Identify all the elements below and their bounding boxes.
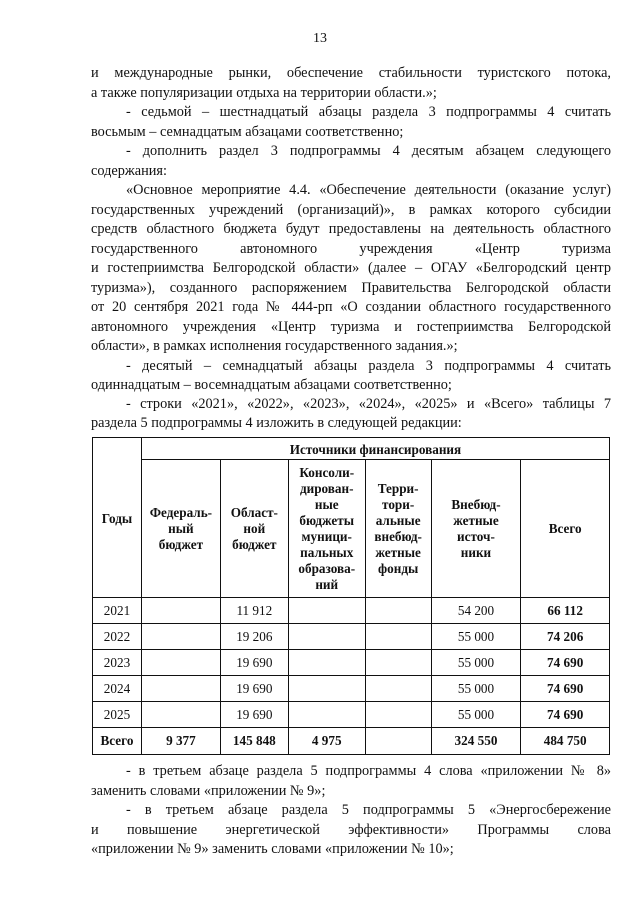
word: энергетической — [225, 822, 320, 838]
paragraph-line: - в третьем абзаце раздела 5 подпрограммы 4 слова «приложении № 8» — [126, 763, 611, 779]
cell-territorial — [365, 650, 431, 676]
cell-total: 74 690 — [521, 650, 610, 676]
paragraph-line: и гостеприимства Белгородской области» (далее – ОГАУ «Белгородский центр — [91, 260, 611, 276]
cell-consolidated: 4 975 — [288, 728, 365, 755]
table-total-row — [93, 728, 610, 755]
word: слова — [577, 822, 611, 838]
cell-territorial — [365, 702, 431, 728]
cell-regional: 19 690 — [220, 702, 288, 728]
word: государственного — [91, 241, 198, 257]
paragraph-line: - седьмой – шестнадцатый абзацы раздела 3 подпрограммы 4 считать — [126, 104, 611, 120]
paragraph-line: государственных учреждений (организаций)», в рамках которого субсидии — [91, 202, 611, 218]
cell-consolidated — [288, 650, 365, 676]
paragraph-line — [91, 821, 611, 841]
paragraph-line: от 20 сентября 2021 года № 444-рп «О создании областного государственного — [91, 299, 611, 315]
cell-year: 2024 — [93, 676, 142, 702]
cell-total: 74 206 — [521, 624, 610, 650]
cell-extrabudget: 54 200 — [431, 598, 521, 624]
cell-regional: 19 206 — [220, 624, 288, 650]
paragraph-line: одиннадцатым – восемнадцатым абзацами соответственно; — [91, 377, 452, 393]
page-number: 13 — [313, 31, 327, 46]
cell-territorial — [365, 624, 431, 650]
cell-regional: 11 912 — [220, 598, 288, 624]
paragraph-line: - в третьем абзаце раздела 5 подпрограммы 5 «Энергосбережение — [126, 802, 611, 818]
cell-year: 2022 — [93, 624, 142, 650]
paragraph-line: а также популяризации отдыха на территории области.»; — [91, 85, 437, 101]
paragraph-line: «приложении № 9» заменить словами «приложении № 10»; — [91, 841, 454, 857]
paragraph-line: туризма»), созданного распоряжением Правительства Белгородской области — [91, 280, 611, 296]
cell-year: 2023 — [93, 650, 142, 676]
table-row — [93, 624, 610, 650]
cell-regional: 19 690 — [220, 650, 288, 676]
paragraph-line: и международные рынки, обеспечение стабильности туристского потока, — [91, 65, 611, 81]
paragraph-line: - десятый – семнадцатый абзацы раздела 3 подпрограммы 4 считать — [126, 358, 611, 374]
cell-federal — [141, 624, 220, 650]
word: «Центр — [474, 241, 520, 257]
cell-federal: 9 377 — [141, 728, 220, 755]
word: учреждения — [359, 241, 433, 257]
paragraph-line: содержания: — [91, 163, 167, 179]
group-header-sources: Источники финансирования — [141, 438, 609, 460]
word: туризма — [562, 241, 611, 257]
col-header-federal: Федераль- ный бюджет — [141, 460, 220, 598]
col-header-regional: Област- ной бюджет — [220, 460, 288, 598]
word: Программы — [477, 822, 550, 838]
cell-territorial — [365, 598, 431, 624]
cell-federal — [141, 676, 220, 702]
word: автономного — [240, 241, 318, 257]
table-row — [93, 702, 610, 728]
cell-extrabudget: 55 000 — [431, 676, 521, 702]
paragraph-line: заменить словами «приложении № 9»; — [91, 783, 326, 799]
cell-year: 2021 — [93, 598, 142, 624]
paragraph-line: - дополнить раздел 3 подпрограммы 4 десятым абзацем следующего — [126, 143, 611, 159]
table-row — [93, 598, 610, 624]
cell-federal — [141, 702, 220, 728]
cell-territorial — [365, 728, 431, 755]
cell-total: 66 112 — [521, 598, 610, 624]
paragraph-line — [91, 240, 611, 260]
cell-regional: 145 848 — [220, 728, 288, 755]
cell-year: 2025 — [93, 702, 142, 728]
word: эффективности» — [348, 822, 450, 838]
col-header-extrabudget: Внебюд- жетные источ- ники — [431, 460, 521, 598]
paragraph-line: раздела 5 подпрограммы 4 изложить в следующей редакции: — [91, 415, 462, 431]
paragraph-line: «Основное мероприятие 4.4. «Обеспечение деятельности (оказание услуг) — [126, 182, 611, 198]
cell-total: 74 690 — [521, 676, 610, 702]
cell-extrabudget: 55 000 — [431, 650, 521, 676]
cell-consolidated — [288, 624, 365, 650]
col-header-consolidated: Консоли- дирован- ные бюджеты муници- пальных образова- ний — [288, 460, 365, 598]
word: и — [91, 822, 99, 838]
paragraph-line: автономного учреждения «Центр туризма и гостеприимства Белгородской — [91, 319, 611, 335]
cell-federal — [141, 650, 220, 676]
cell-year: Всего — [93, 728, 142, 755]
cell-total: 484 750 — [521, 728, 610, 755]
col-header-total: Всего — [521, 460, 610, 598]
paragraph-line: области», в рамках исполнения государственного задания.»; — [91, 338, 458, 354]
paragraph-line: - строки «2021», «2022», «2023», «2024», «2025» и «Всего» таблицы 7 — [126, 396, 611, 412]
cell-federal — [141, 598, 220, 624]
cell-consolidated — [288, 676, 365, 702]
cell-territorial — [365, 676, 431, 702]
financing-table — [92, 437, 610, 755]
cell-extrabudget: 55 000 — [431, 624, 521, 650]
table-row — [93, 650, 610, 676]
col-header-territorial: Терри- тори- альные внебюд- жетные фонды — [365, 460, 431, 598]
cell-extrabudget: 55 000 — [431, 702, 521, 728]
word: повышение — [126, 822, 198, 838]
paragraph-line: средств областного бюджета будут предоставлены на деятельность областного — [91, 221, 611, 237]
paragraph-line: восьмым – семнадцатым абзацами соответственно; — [91, 124, 404, 140]
cell-consolidated — [288, 598, 365, 624]
col-header-years: Годы — [93, 438, 142, 598]
cell-regional: 19 690 — [220, 676, 288, 702]
cell-total: 74 690 — [521, 702, 610, 728]
cell-extrabudget: 324 550 — [431, 728, 521, 755]
table-row — [93, 676, 610, 702]
cell-consolidated — [288, 702, 365, 728]
